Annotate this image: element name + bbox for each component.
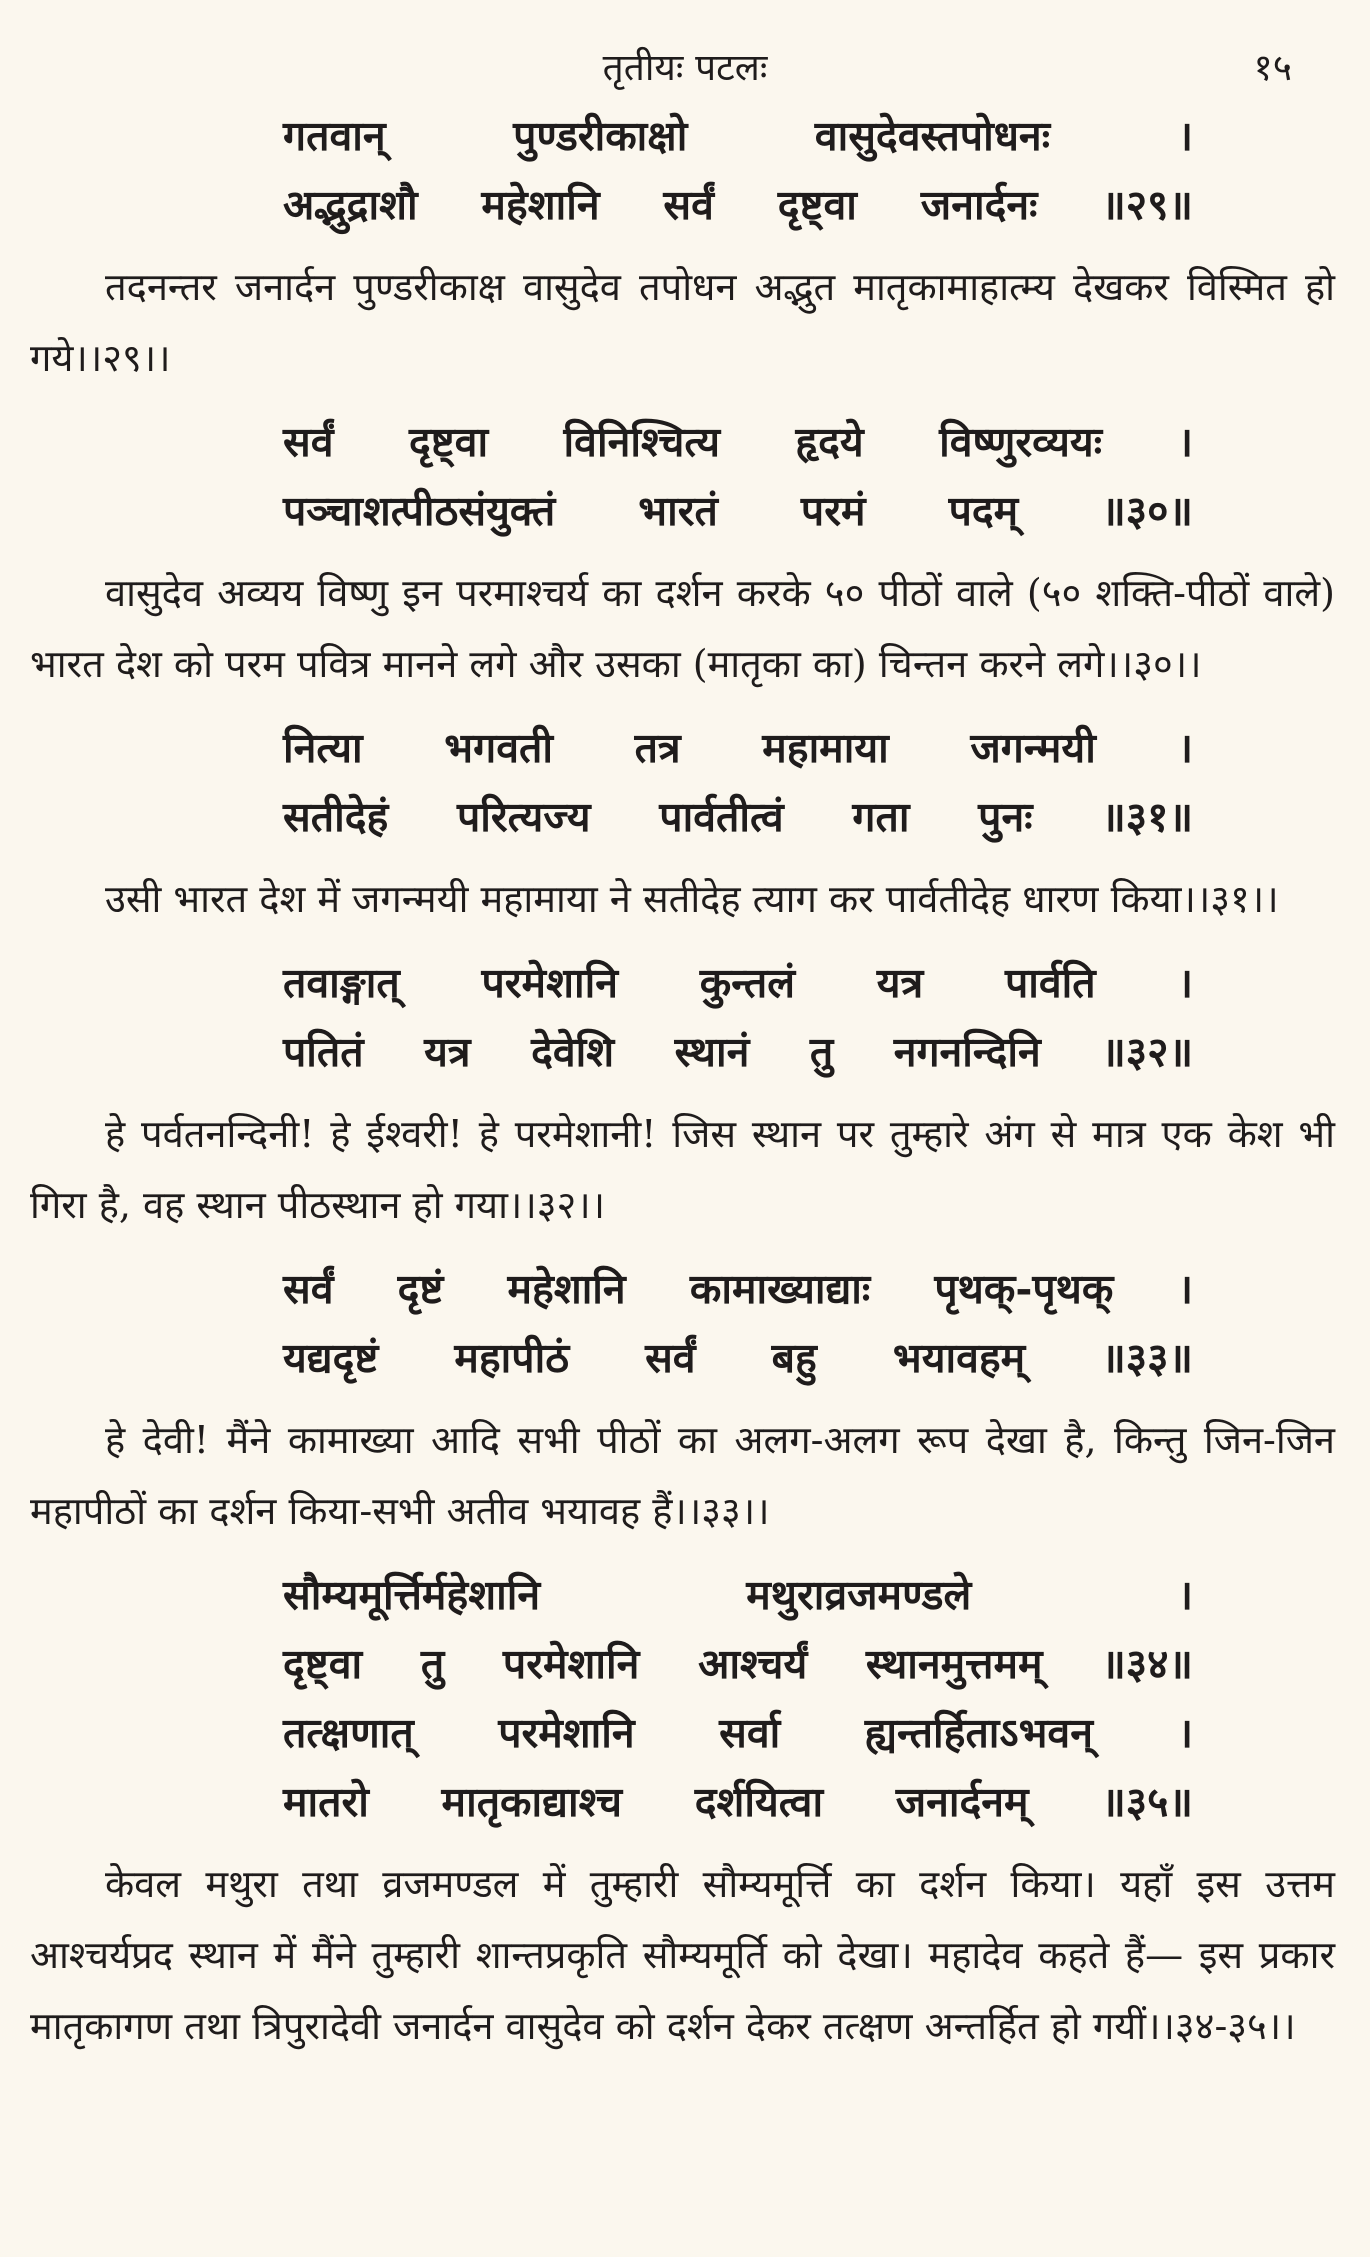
- verse-line: गतवान् पुण्डरीकाक्षो वासुदेवस्तपोधनः ।: [283, 112, 1193, 160]
- verse-line: दृष्ट्वा तु परमेशानि आश्चर्यं स्थानमुत्तमम् ॥३४॥: [283, 1640, 1193, 1688]
- page-header: [0, 38, 1370, 98]
- translation-34-35: केवल मथुरा तथा व्रजमण्डल में तुम्हारी सौम्यमूर्त्ति का दर्शन किया। यहाँ इस उत्तम आश्चर्यप्रद स्थान में मैंने तुम्हारी शान्तप्रकृति सौम्यमूर्ति को देखा। महादेव कहते हैं— इस प्रकार मातृकागण तथा त्रिपुरादेवी जनार्दन वासुदेव को दर्शन देकर तत्क्षण अन्तर्हित हो गयीं।।३४-३५।।: [30, 1862, 1335, 2048]
- verse-line: सर्वं दृष्ट्वा विनिश्चित्य हृदये विष्णुरव्ययः ।: [283, 418, 1193, 466]
- verse-32: [283, 949, 1193, 1087]
- page-number: १५: [1253, 46, 1292, 89]
- translation-31: उसी भारत देश में जगन्मयी महामाया ने सतीदेह त्याग कर पार्वतीदेह धारण किया।।३१।।: [105, 877, 1279, 921]
- verse-line: अद्भुद्राशौ महेशानि सर्वं दृष्ट्वा जनार्दनः ॥२९॥: [283, 181, 1193, 229]
- verse-line: पतितं यत्र देवेशि स्थानं तु नगनन्दिनि ॥३२॥: [283, 1028, 1193, 1076]
- translation-33: हे देवी! मैंने कामाख्या आदि सभी पीठों का अलग-अलग रूप देखा है, किन्तु जिन-जिन महापीठों का दर्शन किया-सभी अतीव भयावह हैं।।३३।।: [30, 1418, 1335, 1533]
- verse-29: [283, 102, 1193, 240]
- verse-34-35: [283, 1561, 1193, 1837]
- translation-29: तदनन्तर जनार्दन पुण्डरीकाक्ष वासुदेव तपोधन अद्भुत मातृकामाहात्म्य देखकर विस्मित हो गये।।२९।।: [30, 265, 1335, 380]
- verse-line: तत्क्षणात् परमेशानि सर्वा ह्यन्तर्हिताऽभवन् ।: [283, 1709, 1193, 1757]
- page-body: [30, 102, 1335, 2076]
- verse-line: नित्या भगवती तत्र महामाया जगन्मयी ।: [283, 724, 1193, 772]
- translation-32: हे पर्वतनन्दिनी! हे ईश्वरी! हे परमेशानी! जिस स्थान पर तुम्हारे अंग से मात्र एक केश भी गिरा है, वह स्थान पीठस्थान हो गया।।३२।।: [30, 1112, 1335, 1227]
- chapter-title: तृतीयः पटलः: [602, 46, 768, 89]
- verse-33: [283, 1255, 1193, 1393]
- verse-line: सौम्यमूर्त्तिर्महेशानि मथुराव्रजमण्डले ।: [283, 1571, 1193, 1619]
- verse-line: पञ्चाशत्पीठसंयुक्तं भारतं परमं पदम् ॥३०॥: [283, 487, 1193, 535]
- verse-line: मातरो मातृकाद्याश्च दर्शयित्वा जनार्दनम् ॥३५॥: [283, 1778, 1193, 1826]
- verse-31: [283, 714, 1193, 852]
- verse-line: सतीदेहं परित्यज्य पार्वतीत्वं गता पुनः ॥३१॥: [283, 793, 1193, 841]
- verse-line: तवाङ्गात् परमेशानि कुन्तलं यत्र पार्वति ।: [283, 959, 1193, 1007]
- verse-line: सर्वं दृष्टं महेशानि कामाख्याद्याः पृथक्-पृथक् ।: [283, 1265, 1193, 1313]
- verse-30: [283, 408, 1193, 546]
- translation-30: वासुदेव अव्यय विष्णु इन परमाश्चर्य का दर्शन करके ५० पीठों वाले (५० शक्ति-पीठों वाले) भारत देश को परम पवित्र मानने लगे और उसका (मातृका का) चिन्तन करने लगे।।३०।।: [30, 571, 1335, 686]
- verse-line: यद्यदृष्टं महापीठं सर्वं बहु भयावहम् ॥३३॥: [283, 1334, 1193, 1382]
